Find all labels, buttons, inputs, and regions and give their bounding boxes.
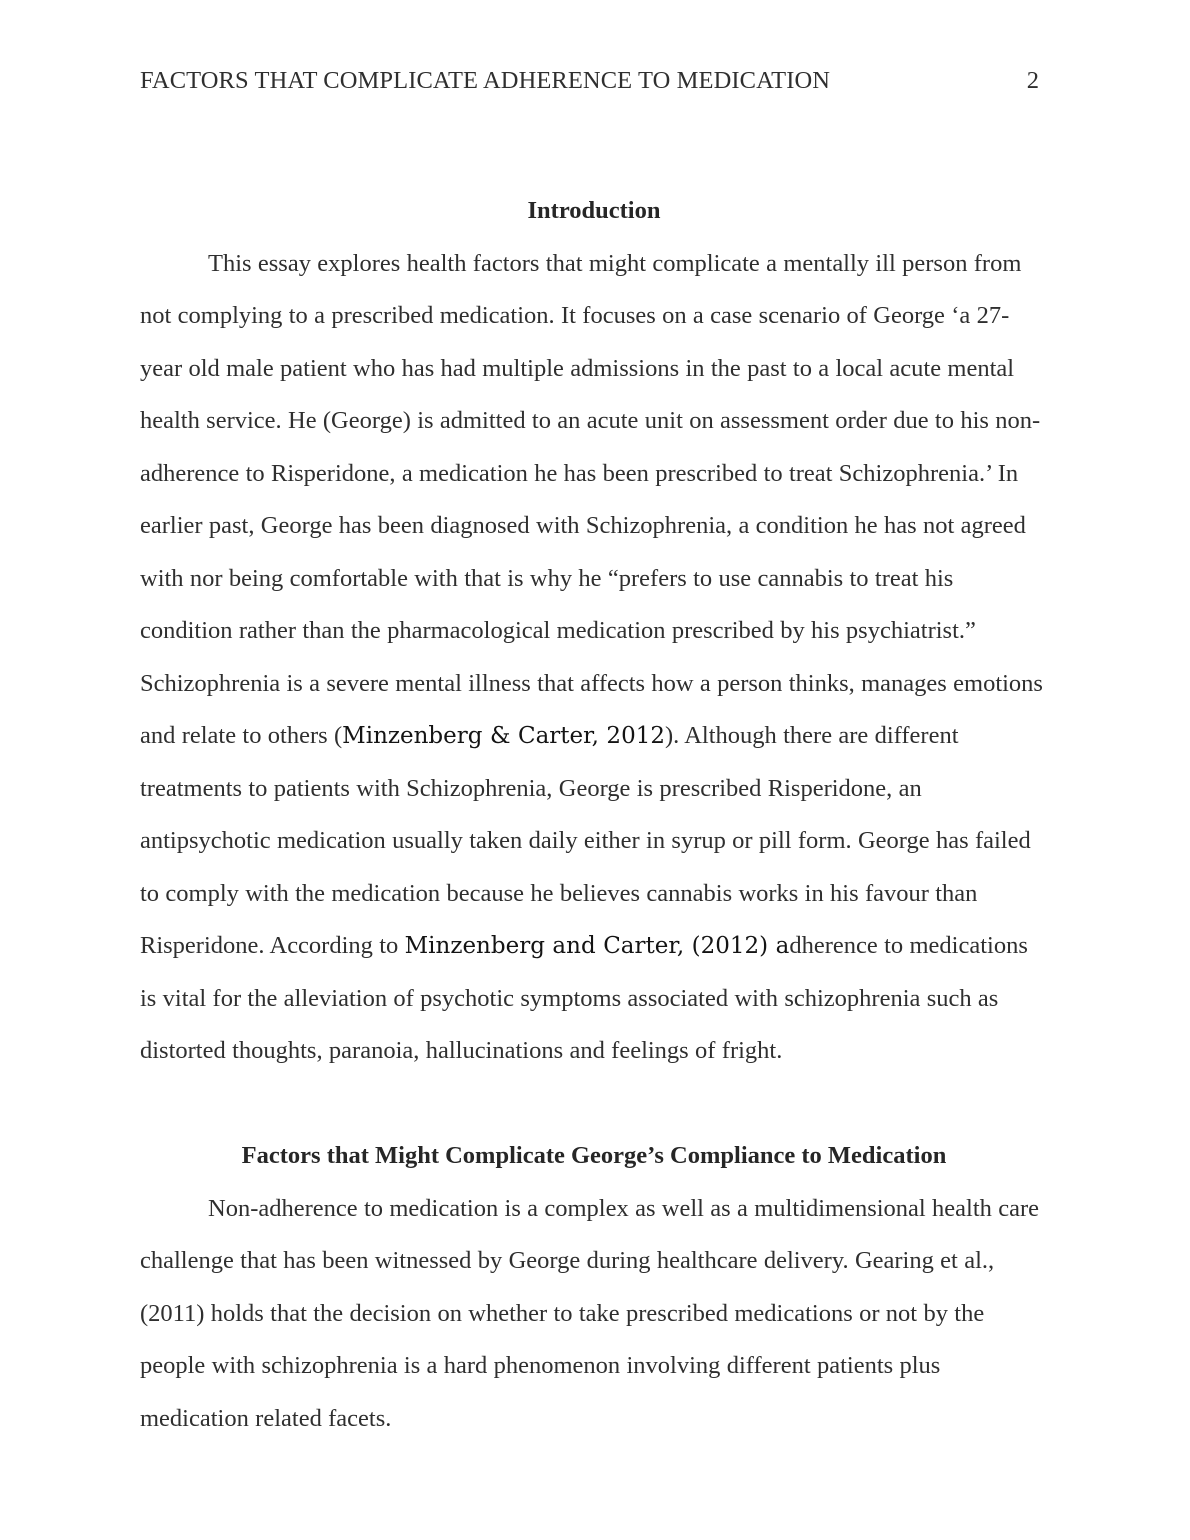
paragraph-text-segment: ). Although there are different treatments to patients with Schizophrenia, George is prescribed Risperidone, an antipsychotic medication usually taken daily either in syrup or pill form. George has failed to comply with the medication because he believes cannabis works in his favour than Risperidone. According to <box>140 722 1031 959</box>
paragraph-factors: Non-adherence to medication is a complex as well as a multidimensional health care challenge that has been witnessed by George during healthcare delivery. Gearing et al., (2011) holds that the decision on whether to take prescribed medications or not by the people with schizophrenia is a hard phenomenon involving different patients plus medication related facets. <box>140 1194 1040 1432</box>
citation-minzenberg-and-carter-2012: Minzenberg and Carter, (2012) a <box>404 933 790 959</box>
document-body <box>140 185 1048 1445</box>
running-head-title: FACTORS THAT COMPLICATE ADHERENCE TO MEDICATION <box>140 67 831 94</box>
page-number: 2 <box>1026 67 1039 94</box>
paragraph-text-segment: dherence to medications is vital for the alleviation of psychotic symptoms associated with schizophrenia such as distorted thoughts, paranoia, hallucinations and feelings of fright. <box>140 932 1028 1064</box>
paragraph-text-segment: This essay explores health factors that might complicate a mentally ill person from not complying to a prescribed medication. It focuses on a case scenario of George ‘a 27- year old male patient who has had multiple admissions in the past to a local acute mental health service. He (George) is admitted to an acute unit on assessment order due to his non-adherence to Risperidone, a medication he has been prescribed to treat Schizophrenia.’ In earlier past, George has been diagnosed with Schizophrenia, a condition he has not agreed with nor being comfortable with that is why he “prefers to use cannabis to treat his condition rather than the pharmacological medication prescribed by his psychiatrist.” Schizophrenia is a severe mental illness that affects how a person thinks, manages emotions and relate to others ( <box>140 249 1043 749</box>
heading-introduction: Introduction <box>527 197 661 224</box>
citation-minzenberg-carter-2012: Minzenberg & Carter, 2012 <box>342 723 665 749</box>
running-head <box>140 67 1045 95</box>
heading-factors-compliance: Factors that Might Complicate George’s Compliance to Medication <box>241 1142 947 1169</box>
paragraph-introduction <box>140 238 1048 1078</box>
